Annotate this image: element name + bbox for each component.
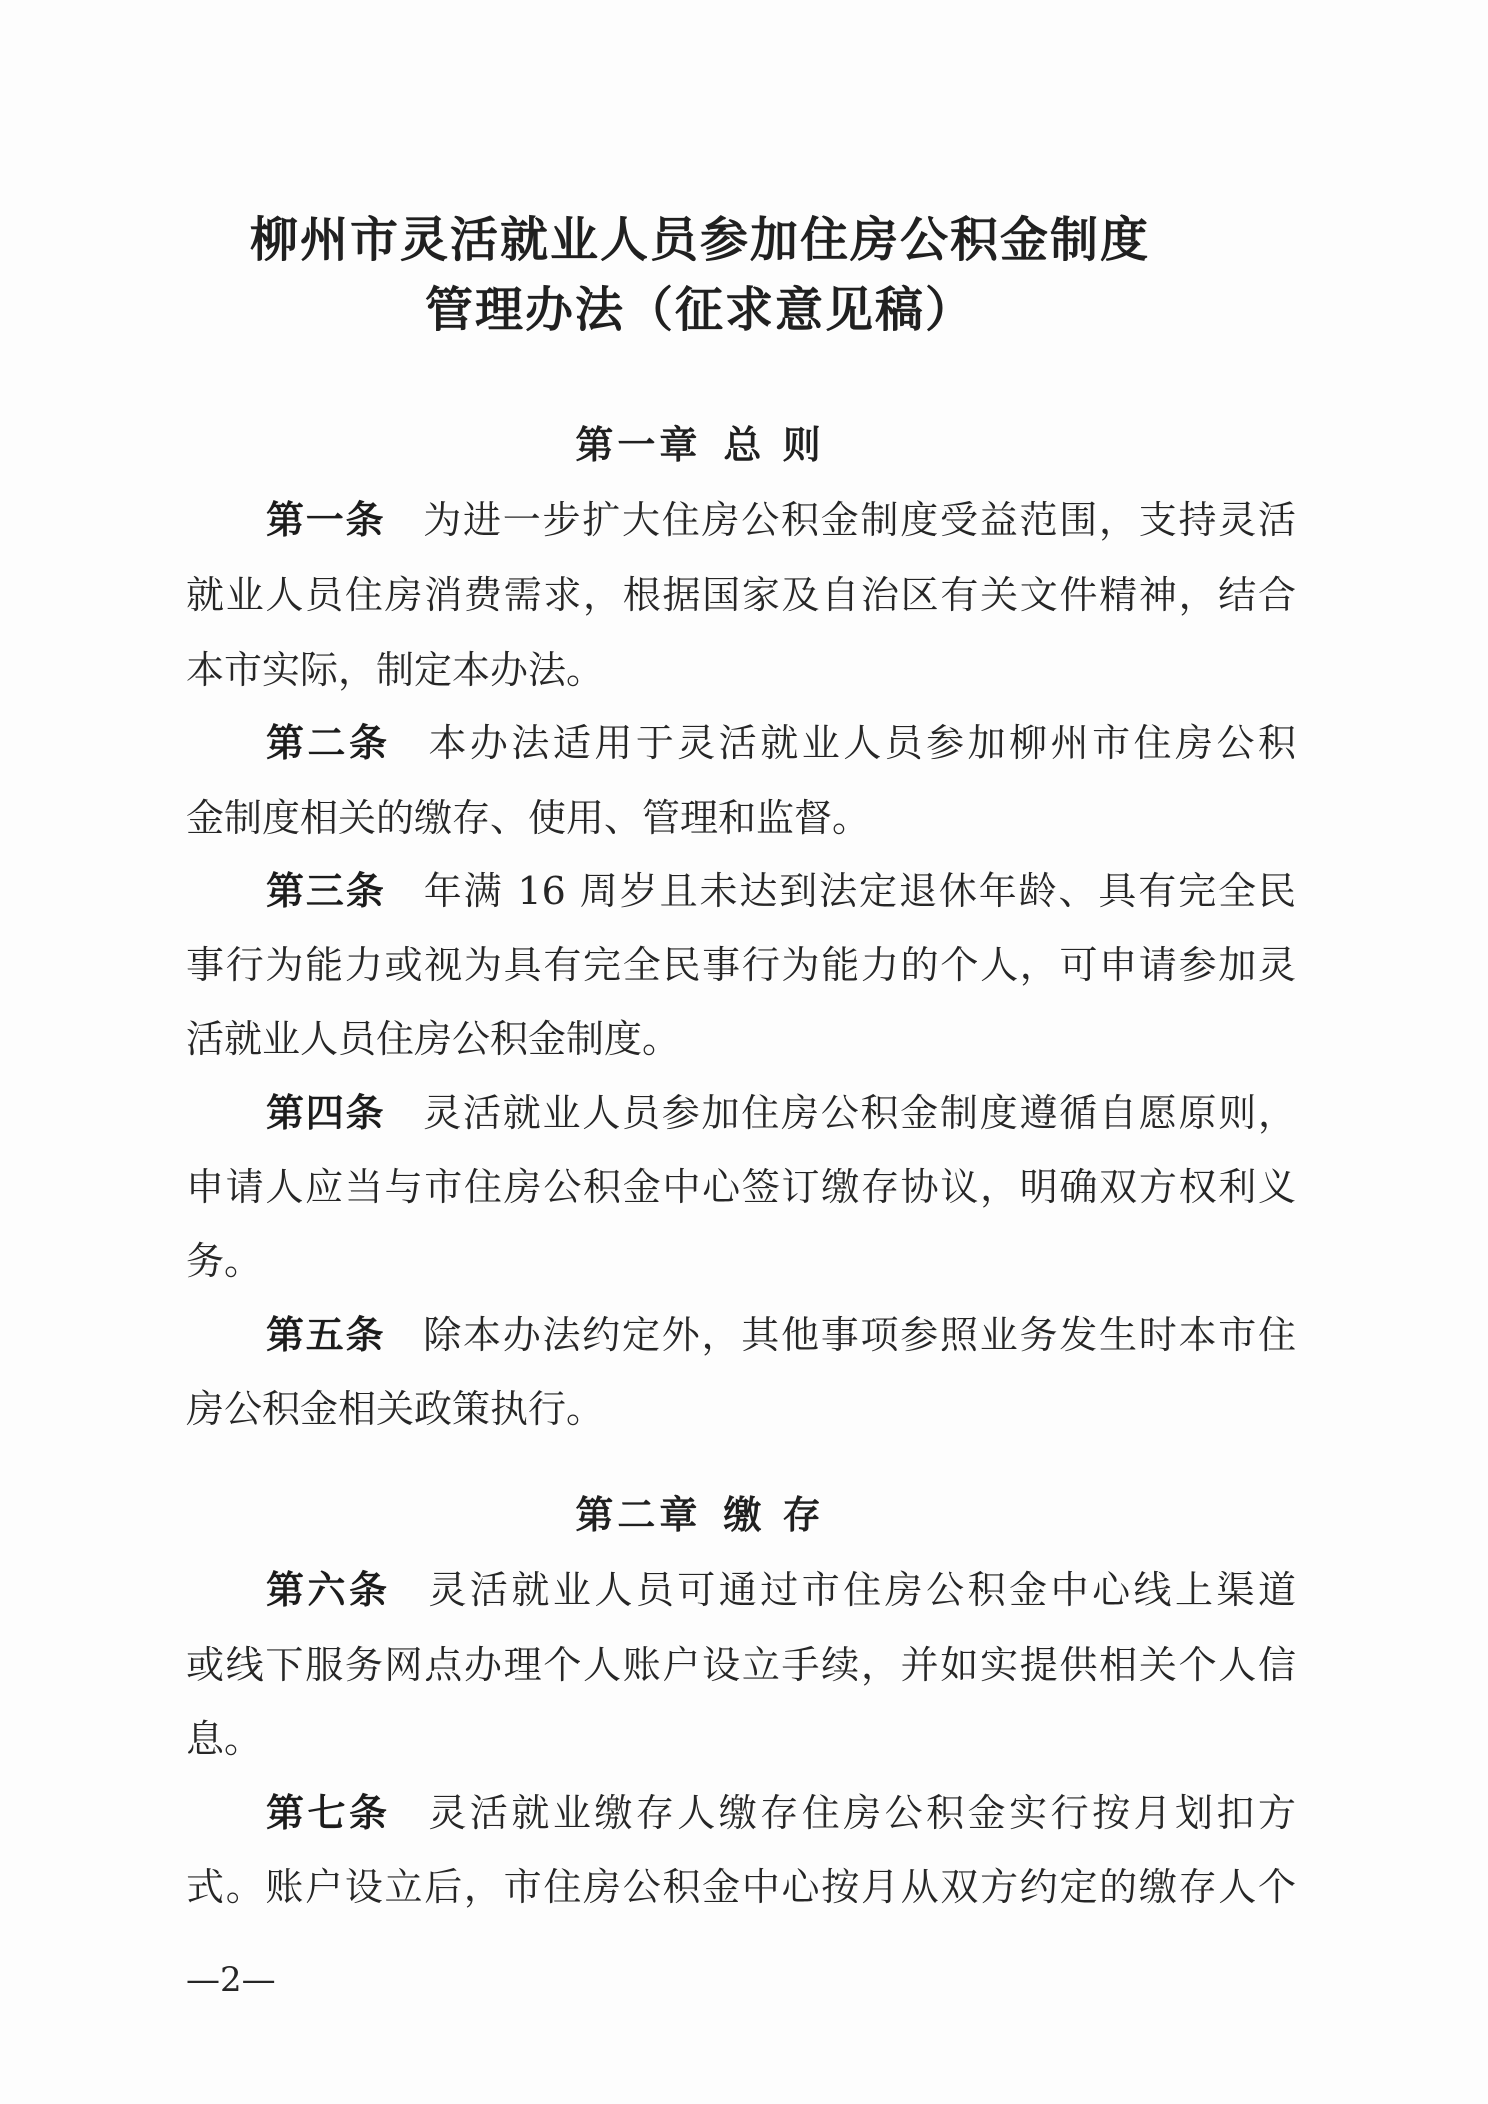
- article-2-line-2: 金制度相关的缴存、使用、管理和监督。: [186, 796, 871, 840]
- document-title-line-1: 柳州市灵活就业人员参加住房公积金制度: [249, 212, 1150, 268]
- article-1-text-1: 为进一步扩大住房公积金制度受益范围，支持灵活: [423, 498, 1296, 542]
- article-1-line-2: 就业人员住房消费需求，根据国家及自治区有关文件精神，结合: [186, 573, 1296, 617]
- article-1-line-3: 本市实际，制定本办法。: [186, 648, 605, 692]
- article-7-label: 第七条: [266, 1791, 391, 1835]
- article-4-line-3: 务。: [186, 1239, 263, 1283]
- article-4-line-1: [266, 1088, 1296, 1138]
- article-6-text-1: 灵活就业人员可通过市住房公积金中心线上渠道: [428, 1568, 1296, 1612]
- article-4-text-1: 灵活就业人员参加住房公积金制度遵循自愿原则，: [423, 1091, 1296, 1135]
- chapter-1-name: 总 则: [723, 423, 825, 467]
- chapter-1-number: 第一章: [575, 423, 702, 467]
- chapter-2-name: 缴 存: [723, 1493, 825, 1537]
- article-6-line-3: 息。: [186, 1717, 263, 1761]
- article-5-text-1: 除本办法约定外，其他事项参照业务发生时本市住: [423, 1313, 1296, 1357]
- article-7-line-1: [266, 1788, 1296, 1838]
- article-6-line-2: 或线下服务网点办理个人账户设立手续，并如实提供相关个人信: [186, 1643, 1296, 1687]
- article-7-text-1: 灵活就业缴存人缴存住房公积金实行按月划扣方: [428, 1791, 1296, 1835]
- article-4-label: 第四条: [266, 1091, 386, 1135]
- article-5-line-2: 房公积金相关政策执行。: [186, 1387, 605, 1431]
- chapter-1-heading: [200, 420, 1200, 470]
- document-title-line-2: 管理办法（征求意见稿）: [424, 282, 975, 338]
- article-7-line-2: 式。账户设立后，市住房公积金中心按月从双方约定的缴存人个: [186, 1865, 1296, 1909]
- chapter-2-number: 第二章: [575, 1493, 702, 1537]
- article-4-line-2: 申请人应当与市住房公积金中心签订缴存协议，明确双方权利义: [186, 1165, 1296, 1209]
- article-6-label: 第六条: [266, 1568, 391, 1612]
- article-2-line-1: [266, 718, 1296, 768]
- article-3-line-1: [266, 866, 1296, 916]
- article-3-line-2: 事行为能力或视为具有完全民事行为能力的个人，可申请参加灵: [186, 943, 1296, 987]
- article-2-label: 第二条: [266, 721, 391, 765]
- article-1-label: 第一条: [266, 498, 386, 542]
- article-6-line-1: [266, 1565, 1296, 1615]
- page-number: —2—: [186, 1960, 276, 2000]
- article-3-label: 第三条: [266, 869, 386, 913]
- article-3-line-3: 活就业人员住房公积金制度。: [186, 1017, 681, 1061]
- article-2-text-1: 本办法适用于灵活就业人员参加柳州市住房公积: [428, 721, 1296, 765]
- article-3-text-1: 年满 16 周岁且未达到法定退休年龄、具有完全民: [423, 869, 1296, 913]
- article-5-line-1: [266, 1310, 1296, 1360]
- article-1-line-1: [266, 495, 1296, 545]
- article-5-label: 第五条: [266, 1313, 386, 1357]
- chapter-2-heading: [200, 1490, 1200, 1540]
